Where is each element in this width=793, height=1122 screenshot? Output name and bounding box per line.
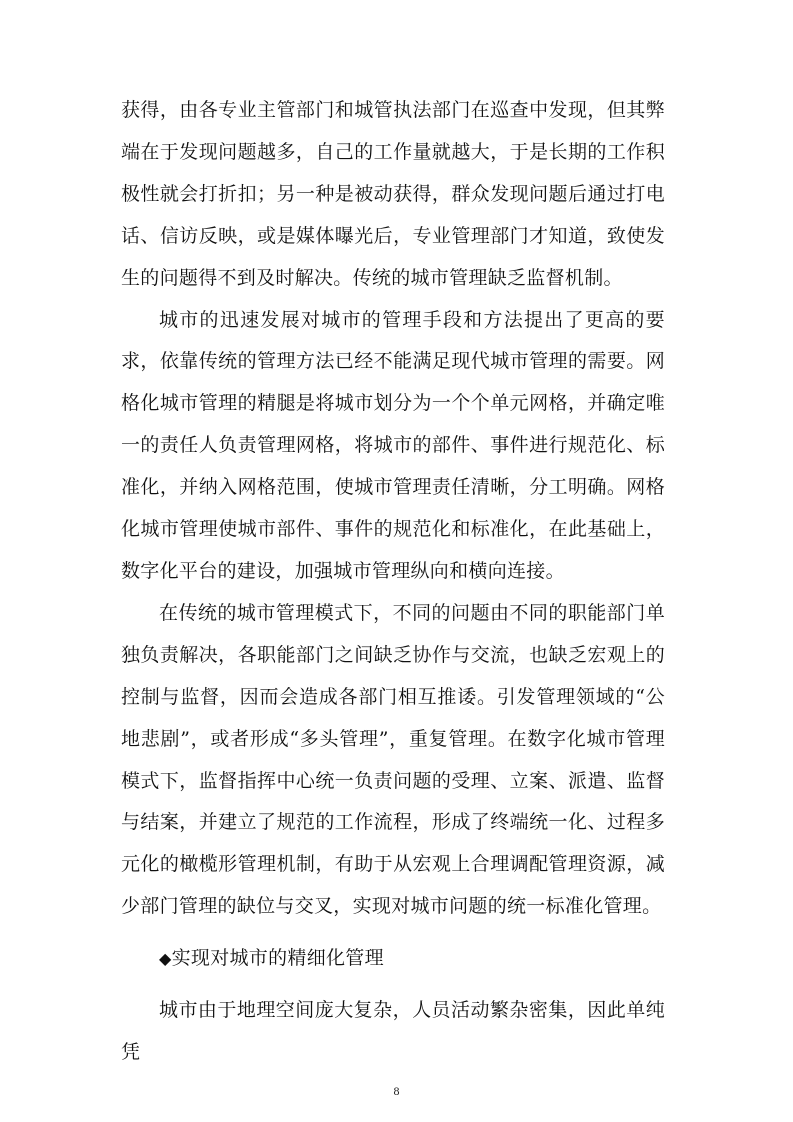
paragraph-continuation: 获得，由各专业主管部门和城管执法部门在巡查中发现，但其弊端在于发现问题越多，自己的工作量就越大，于是长期的工作积极性就会打折扣；另一种是被动获得，群众发现问题后通过打电话、信访反映，或是媒体曝光后，专业管理部门才知道，致使发生的问题得不到及时解决。传统的城市管理缺乏监督机制。: [121, 99, 665, 289]
paragraph-final: 城市由于地理空间庞大复杂，人员活动繁杂密集，因此单纯凭: [121, 999, 665, 1063]
body-text: [121, 90, 665, 1074]
paragraph-traditional-mode: 在传统的城市管理模式下，不同的问题由不同的职能部门单独负责解决，各职能部门之间缺乏协作与交流，也缺乏宏观上的控制与监督，因而会造成各部门相互推诿。引发管理领域的“公地悲剧”，或者形成“多头管理”，重复管理。在数字化城市管理模式下，监督指挥中心统一负责问题的受理、立案、派遣、监督与结案，并建立了规范的工作流程，形成了终端统一化、过程多元化的橄榄形管理机制，有助于从宏观上合理调配管理资源，减少部门管理的缺位与交叉，实现对城市问题的统一标准化管理。: [121, 601, 665, 918]
diamond-bullet-icon: ◆: [159, 949, 172, 969]
section-heading: [121, 938, 665, 980]
page-number: 8: [393, 1084, 400, 1098]
paragraph-development: 城市的迅速发展对城市的管理手段和方法提出了更高的要求，依靠传统的管理方法已经不能满足现代城市管理的需要。网格化城市管理的精腿是将城市划分为一个个单元网格，并确定唯一的责任人负责管理网格，将城市的部件、事件进行规范化、标准化，并纳入网格范围，使城市管理责任清晰，分工明确。网格化城市管理使城市部件、事件的规范化和标准化，在此基础上，数字化平台的建设，加强城市管理纵向和横向连接。: [121, 308, 665, 582]
section-heading-text: 实现对城市的精细化管理: [171, 947, 384, 970]
